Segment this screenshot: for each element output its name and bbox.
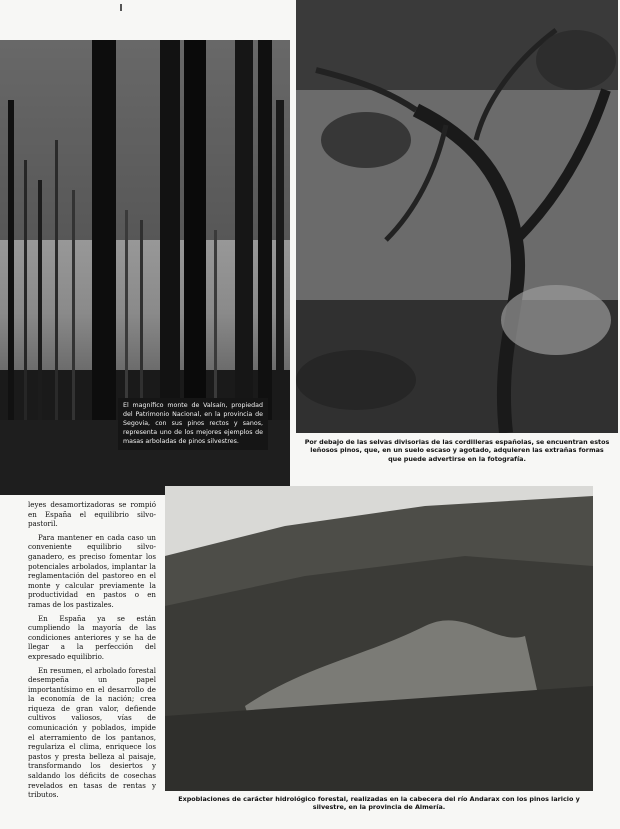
- article-paragraph: leyes desamortizadoras se rompió en España el equilibrio silvo-pastoril.: [28, 500, 156, 529]
- gnarled-pine-caption: Por debajo de las selvas divisorias de las cordilleras españolas, se encuentran estos leñosos pinos, que, en un suelo escaso y agotado, adquieren las extrañas formas que puede advertirse en la fotografía.: [304, 438, 610, 463]
- page-mark: [120, 4, 122, 11]
- article-text: [28, 500, 156, 804]
- article-paragraph: Para mantener en cada caso un conveniente equilibrio silvo-ganadero, es preciso fomentar los potenciales arbolados, implantar la reglamentación del pastoreo en el monte y calcular previamente la productividad en pastos o en ramas de los pastizales.: [28, 532, 156, 609]
- article-paragraph: En España ya se están cumpliendo la mayoría de las condiciones anteriores y se ha de llegar a la perfección del expresado equilibrio.: [28, 613, 156, 661]
- gnarled-pine-photo: [296, 0, 618, 433]
- reforested-slope-caption: Expoblaciones de carácter hidrológico forestal, realizadas en la cabecera del río Andarax con los pinos laricio y silvestre, en la provincia de Almería.: [178, 795, 580, 812]
- reforested-slope-photo: [165, 486, 593, 791]
- gnarled-pine-image: [296, 0, 618, 433]
- reforested-slope-image: [165, 486, 593, 791]
- article-paragraph: En resumen, el arbolado forestal desempeña un papel importantísimo en el desarrollo de la economía de la nación; crea riqueza de gran valor, defiende cultivos valiosos, vías de comunicación y poblados, impide el aterramiento de los pantanos, regulariza el clima, enriquece los pastos y presta belleza al paisaje, transformando los desiertos y saldando los déficits de cosechas revelados en tasas de rentas y tributos.: [28, 665, 156, 800]
- pine-forest-caption: El magnífico monte de Valsaín, propiedad del Patrimonio Nacional, en la provincia de Segovia, con sus pinos rectos y sanos, representa uno de los mejores ejemplos de masas arboladas de pinos silvestres.: [118, 398, 268, 450]
